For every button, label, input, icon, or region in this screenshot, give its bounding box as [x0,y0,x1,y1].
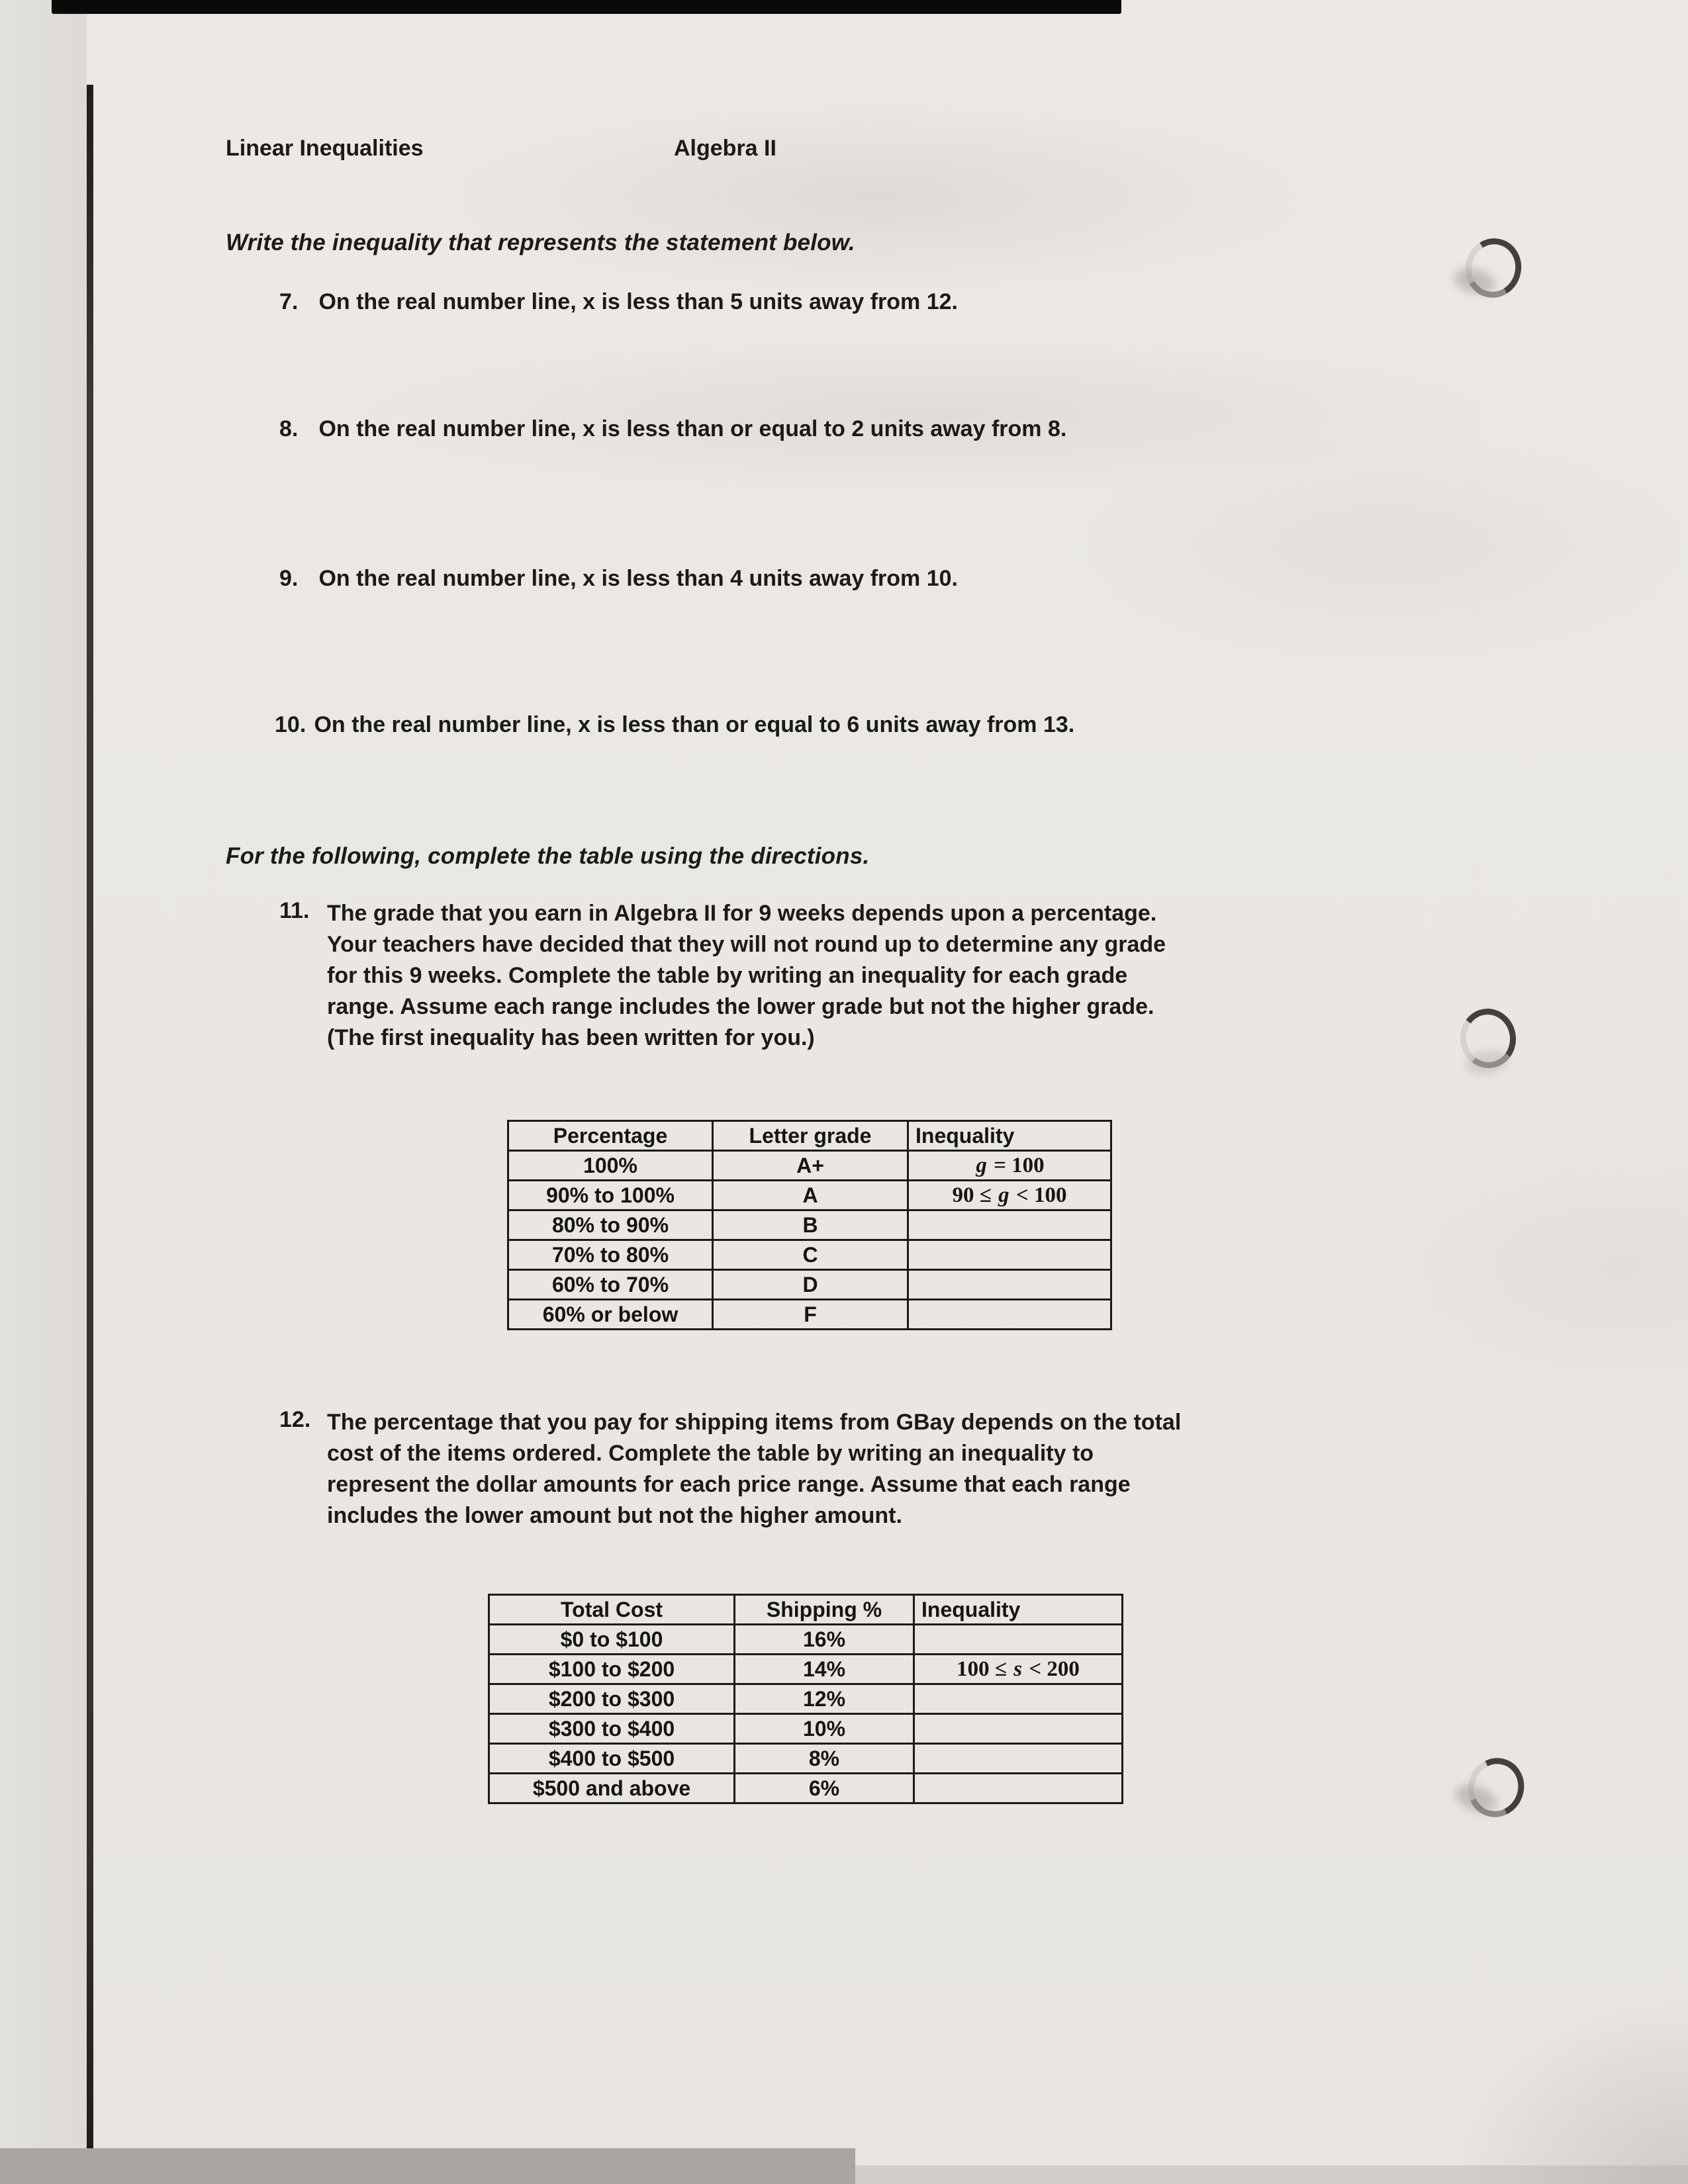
table-cell-inequality: g = 100 [908,1151,1111,1181]
problem-item-8 [279,416,1444,442]
shipping-table [488,1594,1123,1804]
table-row [489,1625,1123,1655]
table-cell-inequality-blank [908,1210,1111,1240]
problem-text-line: includes the lower amount but not the higher amount. [327,1503,902,1528]
paper-tear-smudge [1464,1048,1509,1077]
worksheet-subject: Algebra II [674,136,776,161]
table-row [508,1181,1111,1210]
problem-number: 11. [279,898,310,923]
table-cell-inequality-blank [914,1744,1123,1774]
table-cell-total-cost: $300 to $400 [489,1714,735,1744]
left-margin-strip [0,0,87,2184]
table-header-cell: Inequality [908,1121,1111,1151]
problem-item-7 [279,289,1444,315]
table-row [489,1744,1123,1774]
problem-text: On the real number line, x is less than or equal to 6 units away from 13. [314,712,1075,737]
table-cell-total-cost: $100 to $200 [489,1655,735,1684]
table-cell-percentage: 60% or below [508,1300,713,1330]
paper-tear-smudge [1451,264,1498,297]
table-row [489,1774,1123,1803]
table-cell-inequality: 100 ≤ s < 200 [914,1655,1123,1684]
problem-number: 9. [279,566,299,591]
table-cell-shipping-percent: 10% [735,1714,914,1744]
table-cell-inequality-blank [914,1714,1123,1744]
table-cell-shipping-percent: 8% [735,1744,914,1774]
table-row [489,1714,1123,1744]
table-cell-letter-grade: D [713,1270,908,1300]
table-cell-letter-grade: A+ [713,1151,908,1181]
problem-text-line: Your teachers have decided that they will not round up to determine any grade [327,932,1166,957]
problem-item-10 [275,712,1440,738]
section-instruction-write-inequality: Write the inequality that represents the statement below. [226,230,855,255]
problem-text-line: cost of the items ordered. Complete the table by writing an inequality to [327,1441,1094,1466]
table-cell-percentage: 80% to 90% [508,1210,713,1240]
table-cell-letter-grade: A [713,1181,908,1210]
problem-number: 7. [279,289,299,314]
problem-number: 8. [279,416,299,441]
table-cell-shipping-percent: 16% [735,1625,914,1655]
table-header-cell: Inequality [914,1595,1123,1625]
problem-text-line: for this 9 weeks. Complete the table by writing an inequality for each grade [327,963,1128,988]
table-row [508,1240,1111,1270]
table-cell-percentage: 90% to 100% [508,1181,713,1210]
table-cell-inequality: 90 ≤ g < 100 [908,1181,1111,1210]
problem-text [327,898,1373,1054]
bottom-scan-band-light [855,2165,1688,2184]
table-cell-letter-grade: F [713,1300,908,1330]
problem-text: On the real number line, x is less than or equal to 2 units away from 8. [318,416,1067,441]
table-cell-shipping-percent: 6% [735,1774,914,1803]
hole-punch-mark [1456,1005,1520,1072]
problem-text-line: The percentage that you pay for shipping items from GBay depends on the total [327,1410,1182,1435]
problem-text [327,1407,1373,1531]
table-header-cell: Letter grade [713,1121,908,1151]
table-cell-total-cost: $0 to $100 [489,1625,735,1655]
table-cell-shipping-percent: 14% [735,1655,914,1684]
table-row [508,1300,1111,1330]
problem-text: On the real number line, x is less than 4 units away from 10. [318,566,958,591]
problem-item-12 [279,1407,1373,1531]
table-cell-letter-grade: C [713,1240,908,1270]
table-cell-total-cost: $500 and above [489,1774,735,1803]
table-cell-total-cost: $200 to $300 [489,1684,735,1714]
hole-punch-mark [1460,1750,1532,1825]
table-cell-inequality-blank [908,1300,1111,1330]
problem-text-line: The grade that you earn in Algebra II for 9 weeks depends upon a percentage. [327,901,1157,926]
table-header-cell: Total Cost [489,1595,735,1625]
table-cell-percentage: 70% to 80% [508,1240,713,1270]
table-cell-inequality-blank [908,1240,1111,1270]
table-cell-total-cost: $400 to $500 [489,1744,735,1774]
worksheet-topic: Linear Inequalities [226,136,424,161]
paper-tear-smudge [1452,1780,1499,1817]
table-cell-inequality-blank [914,1625,1123,1655]
table-header-row [508,1121,1111,1151]
table-header-cell: Shipping % [735,1595,914,1625]
problem-number: 10. [275,712,306,737]
table-cell-percentage: 60% to 70% [508,1270,713,1300]
table-header-cell: Percentage [508,1121,713,1151]
table-cell-inequality-blank [908,1270,1111,1300]
grade-table [507,1120,1112,1330]
table-cell-inequality-blank [914,1684,1123,1714]
table-row [489,1655,1123,1684]
problem-text-line: represent the dollar amounts for each price range. Assume that each range [327,1472,1131,1497]
table-row [508,1210,1111,1240]
problem-item-11 [279,898,1373,1054]
hole-punch-mark [1459,232,1527,304]
table-row [508,1270,1111,1300]
problem-text-line: (The first inequality has been written for you.) [327,1025,815,1050]
scan-edge-line [87,85,93,2148]
table-cell-percentage: 100% [508,1151,713,1181]
table-cell-shipping-percent: 12% [735,1684,914,1714]
table-cell-letter-grade: B [713,1210,908,1240]
section-instruction-complete-table: For the following, complete the table using the directions. [226,843,870,869]
table-row [508,1151,1111,1181]
bottom-scan-band [0,2148,855,2184]
table-row [489,1684,1123,1714]
problem-text: On the real number line, x is less than 5 units away from 12. [318,289,958,314]
top-scan-bar [52,0,1121,14]
problem-number: 12. [279,1407,311,1432]
problem-item-9 [279,566,1444,592]
table-header-row [489,1595,1123,1625]
problem-text-line: range. Assume each range includes the lower grade but not the higher grade. [327,994,1154,1019]
table-cell-inequality-blank [914,1774,1123,1803]
